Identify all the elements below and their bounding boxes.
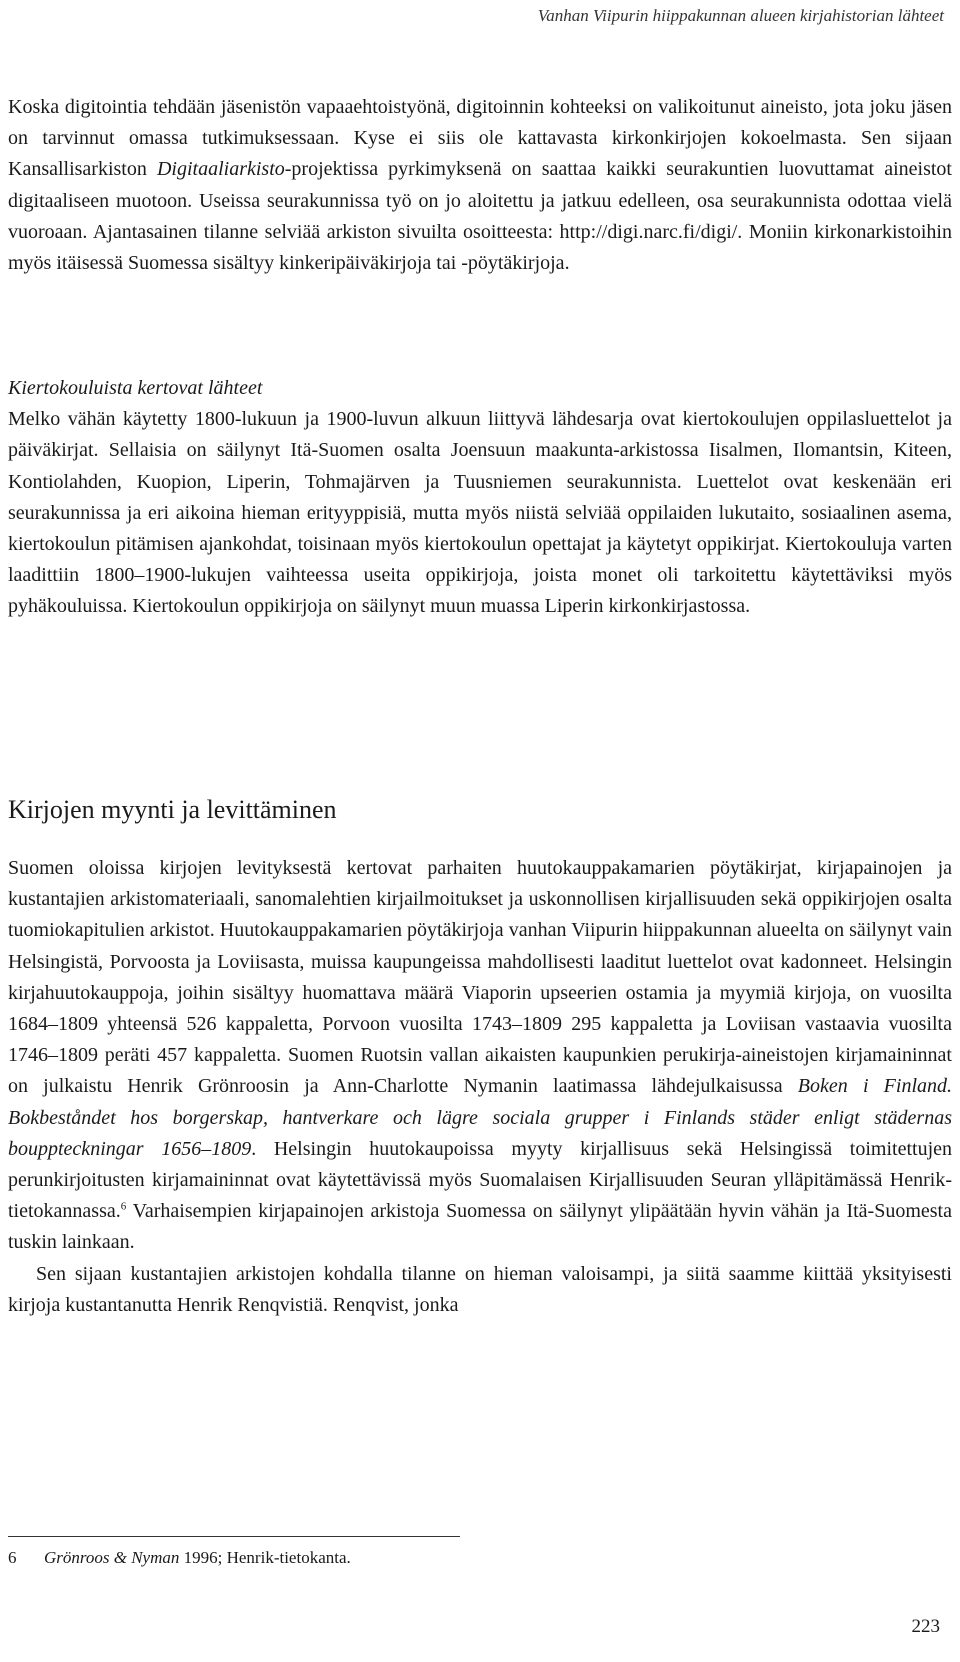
intro-text-b: -projektissa pyrkimyksenä on saattaa kaikki seurakuntien luovuttamat aineistot digitaaliseen muotoon. Useissa seurakunnissa työ on jo aloitettu ja jatkuu edelleen, osa seurakunnista odottaa vielä vuoroaan. Ajantasainen tilanne selviää arkiston sivuilta osoitteesta: http://digi.narc.fi/digi/. Moniin kirkonarkistoihin myös itäisessä Suomessa sisältyy kinkeripäiväkirjoja tai -pöytäkirjoja. — [8, 158, 952, 275]
p1-text-a: Suomen oloissa kirjojen levityksestä kertovat parhaiten huutokauppakamarien pöytäkirjat, kirjapainojen ja kustantajien arkistomateriaali, sanomalehtien kirjailmoitukset ja uskonnollisen kirjallisuuden sekä oppikirjojen osalta tuomiokapitulien arkistot. Huutokauppakamarien pöytäkirjoja vanhan Viipurin hiippakunnan alueelta on säilynyt vain Helsingistä, Porvoosta ja Loviisasta, muissa kaupungeissa mahdollisesti laaditut luettelot ovat kadonneet. Helsingin kirjahuutokauppoja, joihin sisältyy huomattava määrä Viaporin upseerien ostamia ja myymiä kirjoja, on vuosilta 1684–1809 yhteensä 526 kappaletta, Porvoon vuosilta 1743–1809 295 kappaletta ja Loviisan vastaavia vuosilta 1746–1809 peräti 457 kappaletta. Suomen Ruotsin vallan aikaisten kaupunkien perukirja-aineistojen kirjamaininnat on julkaistu Henrik Grönroosin ja Ann-Charlotte Nymanin laatimassa lähdejulkaisussa — [8, 857, 952, 1098]
footnote-rule — [8, 1536, 460, 1537]
section-heading: Kirjojen myynti ja levittäminen — [8, 795, 337, 824]
running-head: Vanhan Viipurin hiippakunnan alueen kirjahistorian lähteet — [537, 6, 944, 25]
footnote-number: 6 — [8, 1548, 17, 1567]
intro-italic: Digitaaliarkisto — [156, 158, 285, 181]
footnote-ref[interactable]: 6 — [120, 1200, 127, 1213]
document-page — [8, 0, 952, 1662]
section-paragraph-2: Sen sijaan kustantajien arkistojen kohdalla tilanne on hieman valoisampi, ja siitä saamme kiittää yksityisesti kirjoja kustantanutta Henrik Renqvistiä. Renqvist, jonka — [8, 1262, 952, 1316]
intro-text-a: Koska digitointia tehdään jäsenistön vapaaehtoistyönä, digitoinnin kohteeksi on valikoitunut aineisto, jota joku jäsen on tarvinnut omassa tutkimuksessaan. Kyse ei siis ole kattavasta kirkonkirjojen kokoelmasta. Sen sijaan Kansallisarkiston — [8, 96, 952, 181]
section-body — [8, 853, 952, 1321]
subsection — [8, 373, 952, 623]
footnote — [8, 1548, 351, 1568]
footnote-authors: Grönroos & Nyman — [44, 1548, 180, 1567]
page-number: 223 — [911, 1616, 940, 1637]
subsection-body: Melko vähän käytetty 1800-lukuun ja 1900-luvun alkuun liittyvä lähdesarja ovat kiertokoulujen oppilasluettelot ja päiväkirjat. Sellaisia on säilynyt Itä-Suomen osalta Joensuun maakunta-arkistossa Iisalmen, Ilomantsin, Kiteen, Kontiolahden, Kuopion, Liperin, Tohmajärven ja Tuusniemen seurakunnista. Luettelot ovat keskenään eri seurakunnissa ja eri aikoina hieman erityyppisiä, mutta myös niistä selviää oppilaiden lukutaito, sosiaalinen asema, kiertokoulun pitämisen ajankohdat, toisinaan myös kiertokoulun opettajat ja käytetyt oppikirjat. Kiertokouluja varten laadittiin 1800–1900-lukujen vaihteessa useita oppikirjoja, joista monet oli tarkoitettu käytettäviksi myös pyhäkouluissa. Kiertokoulun oppikirjoja on säilynyt muun muassa Liperin kirkonkirjastossa. — [8, 408, 952, 618]
footnote-text: 1996; Henrik-tietokanta. — [179, 1548, 351, 1567]
p1-text-c: Varhaisempien kirjapainojen arkistoja Suomessa on säilynyt ylipäätään hyvin vähän ja Itä-Suomesta tuskin lainkaan. — [8, 1200, 952, 1254]
subsection-title: Kiertokouluista kertovat lähteet — [8, 377, 263, 399]
p1-text-b: . Helsingin huutokaupoissa myyty kirjallisuus sekä Helsingissä toimitettujen perunkirjoitusten kirjamaininnat ovat käytettävissä myös Suomalaisen Kirjallisuuden Seuran ylläpitämässä Henrik-tietokannassa. — [8, 1137, 953, 1223]
section-paragraph-1 — [8, 853, 952, 1259]
intro-paragraph — [8, 92, 952, 279]
p1-italic-title: Boken i Finland. Bokbeståndet hos borgerskap, hantverkare och lägre sociala grupper i Finlands städer enligt städernas bouppteckningar 1656–1809 — [8, 1075, 953, 1160]
